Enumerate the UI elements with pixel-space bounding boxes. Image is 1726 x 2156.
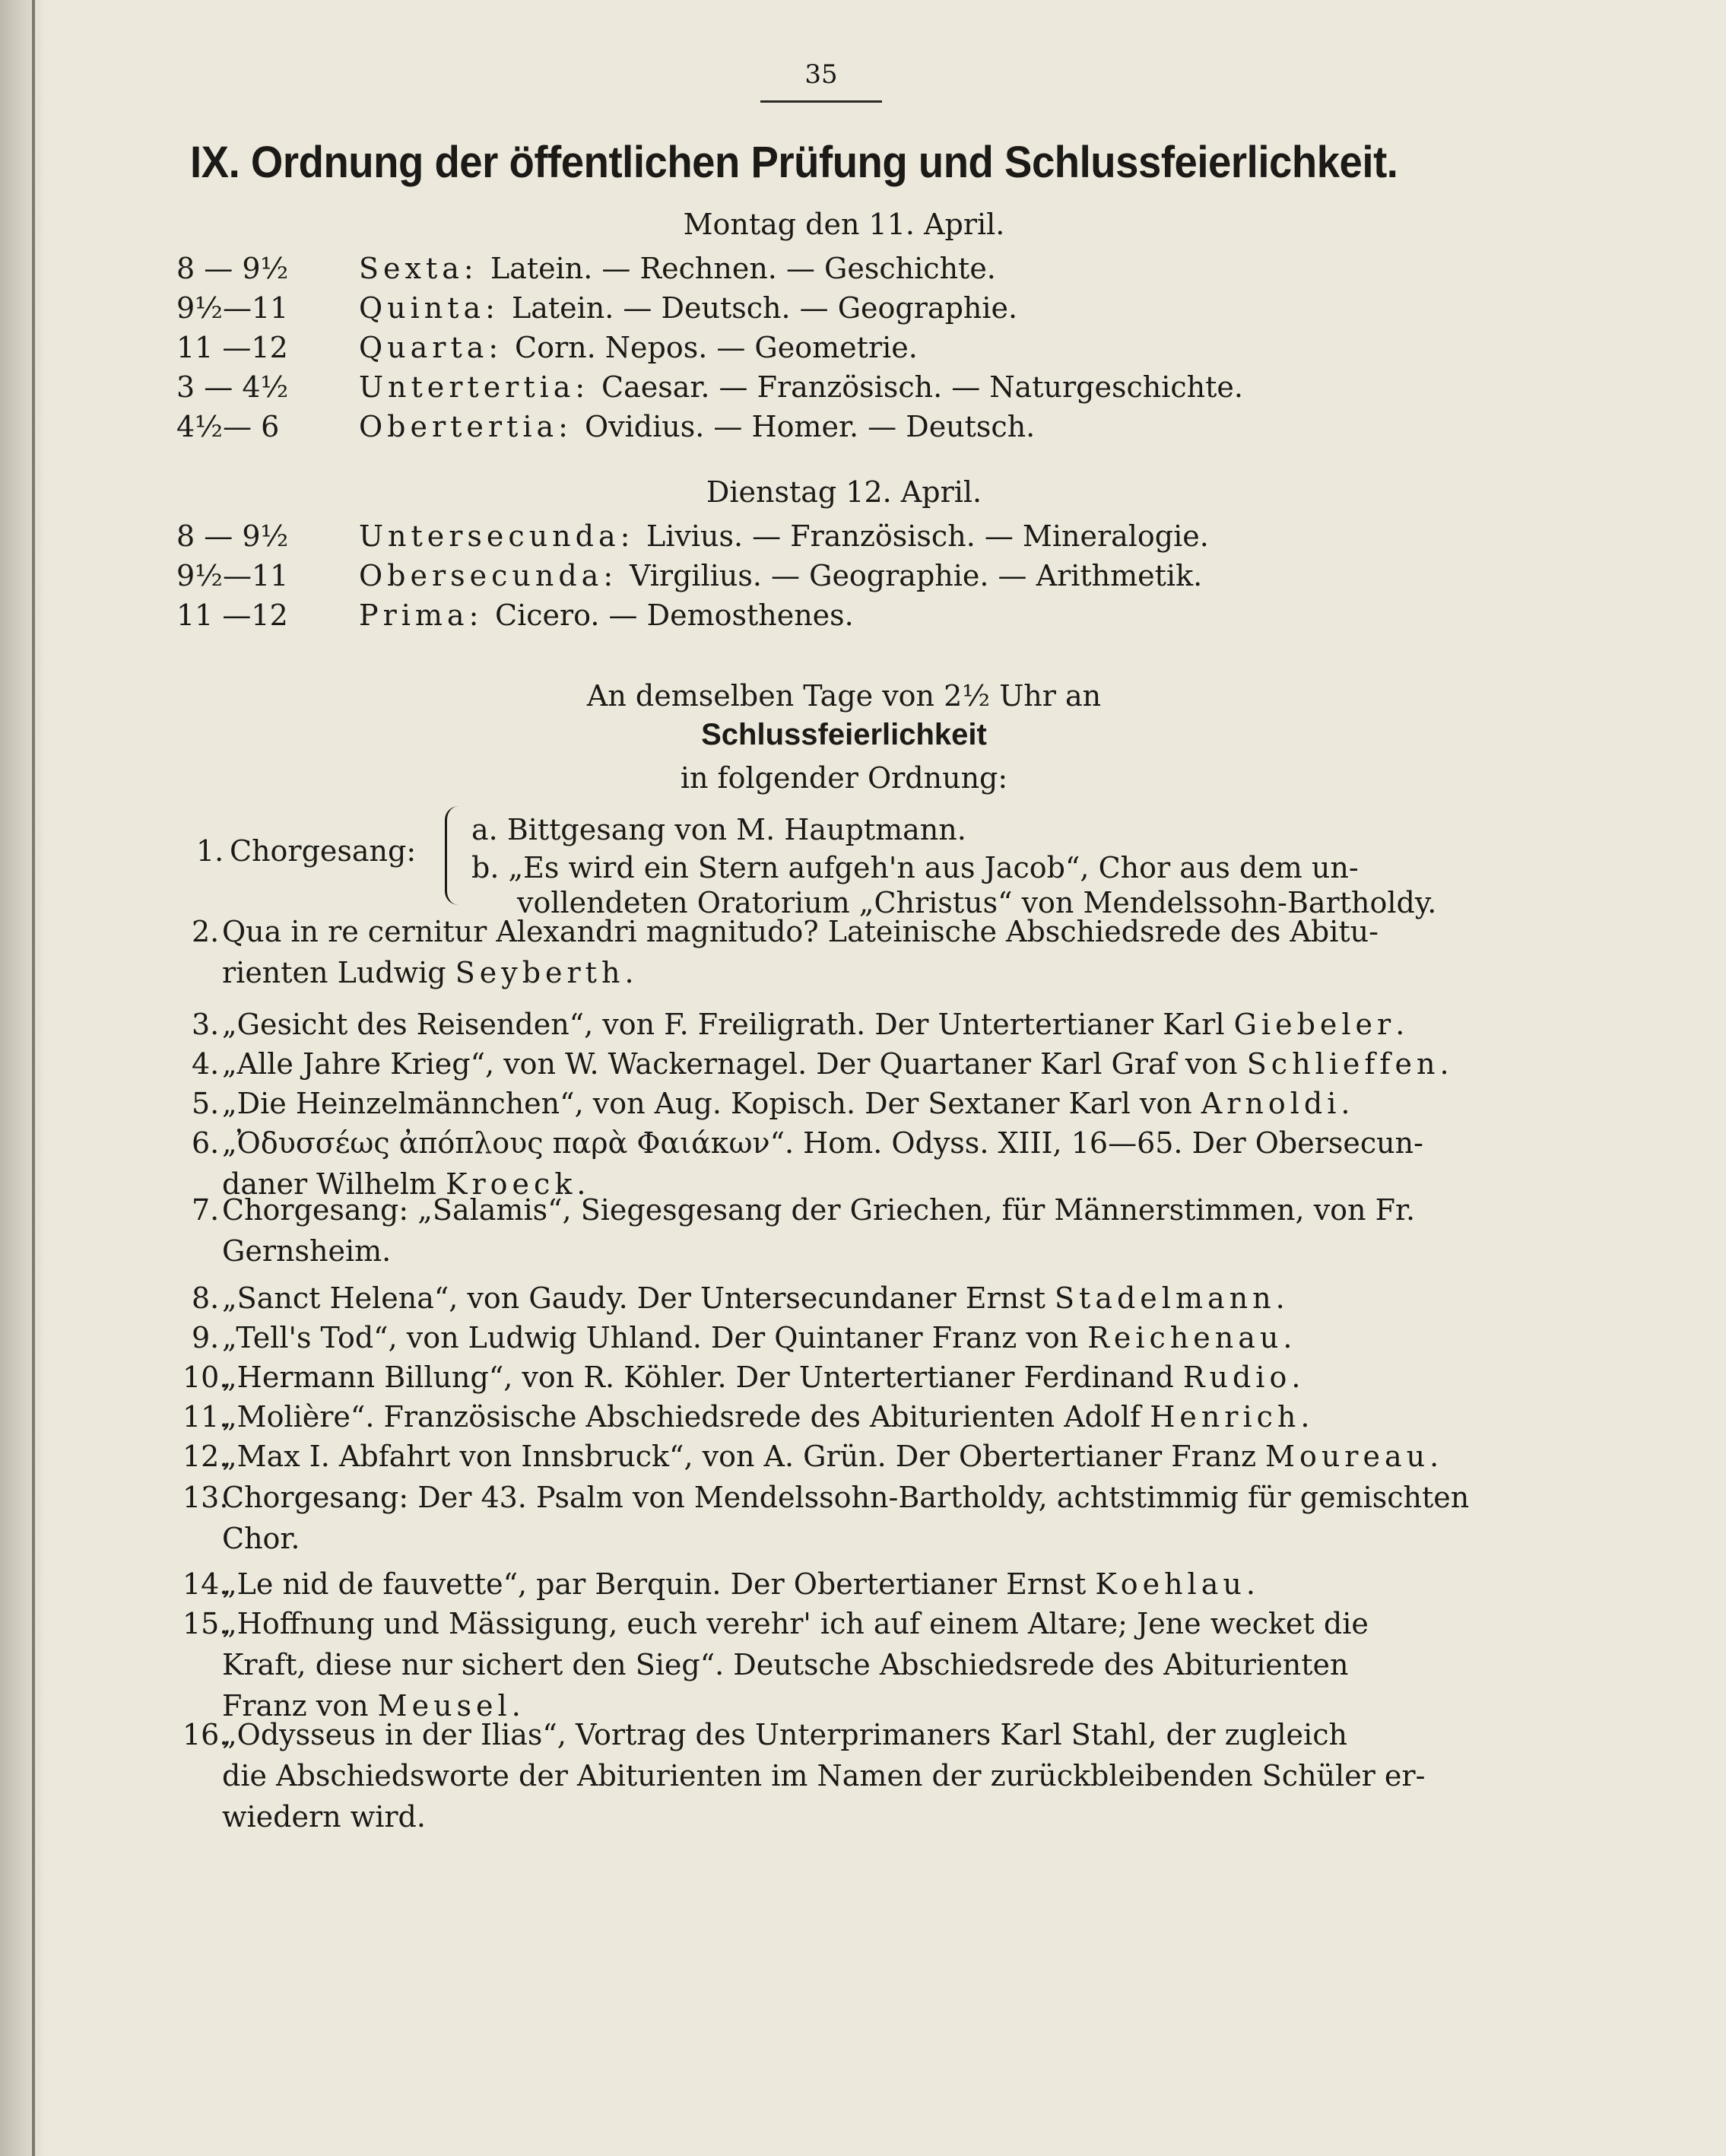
item-text — [222, 1189, 1439, 1272]
item1-b-continued: vollendeten Oratorium „Christus“ von Mendelssohn-Bartholdy. — [517, 886, 1437, 919]
item-line: Kraft, diese nur sichert den Sieg“. Deutsche Abschiedsrede des Abiturienten — [222, 1648, 1349, 1681]
item-line: „Odysseus in der Ilias“, Vortrag des Unterprimaners Karl Stahl, der zugleich — [222, 1718, 1347, 1751]
item-number: 8. — [192, 1281, 220, 1315]
day2-row-subjects: Livius. — Französisch. — Mineralogie. — [646, 519, 1209, 553]
item-text — [222, 911, 1439, 993]
item-line: Gernsheim. — [222, 1234, 392, 1268]
ceremony-title: Schlussfeierlichkeit — [701, 718, 987, 751]
item-name-spaced: Henrich — [1150, 1400, 1301, 1434]
day1-row-class: Obertertia: — [359, 410, 573, 443]
item-line: „Gesicht des Reisenden“, von F. Freiligrath. Der Untertertianer Karl Giebeler. — [222, 1008, 1405, 1041]
day2-row-class: Obersecunda: — [359, 559, 618, 592]
item-text — [222, 1083, 1439, 1124]
day1-row-time: 9½—11 — [176, 291, 289, 325]
day1-row-class: Quinta: — [359, 291, 500, 325]
item-number: 12. — [182, 1440, 229, 1473]
day1-title: Montag den 11. April. — [683, 208, 1005, 241]
day2-row-subjects: Cicero. — Demosthenes. — [495, 599, 854, 632]
item-number: 3. — [192, 1008, 220, 1041]
item-line: Chorgesang: „Salamis“, Siegesgesang der Griechen, für Männerstimmen, von Fr. — [222, 1193, 1416, 1227]
item-line: „Ὀδυσσέως ἀπόπλους παρὰ Φαιάκων“. Hom. Odyss. XIII, 16—65. Der Obersecun- — [222, 1126, 1423, 1160]
item-line: „Max I. Abfahrt von Innsbruck“, von A. Grün. Der Obertertianer Franz Moureau. — [222, 1440, 1439, 1473]
item-name-spaced: Seyberth — [455, 956, 625, 989]
page-edge-line — [32, 0, 35, 2156]
item-number: 13. — [182, 1481, 229, 1514]
item-line: „Alle Jahre Krieg“, von W. Wackernagel. Der Quartaner Karl Graf von Schlieffen. — [222, 1047, 1449, 1081]
item-name-spaced: Stadelmann — [1055, 1281, 1276, 1315]
page-number: 35 — [804, 59, 838, 90]
item-name-spaced: Giebeler — [1233, 1008, 1396, 1041]
item1-a: a. Bittgesang von M. Hauptmann. — [471, 813, 966, 846]
item-text — [222, 1714, 1439, 1837]
section-heading: IX. Ordnung der öffentlichen Prüfung und Schlussfeierlichkeit. — [190, 138, 1398, 187]
day2-row-time: 8 — 9½ — [176, 519, 289, 553]
day1-row-time: 11 —12 — [176, 331, 288, 364]
page-number-rule — [760, 100, 882, 103]
item-number: 14. — [182, 1567, 229, 1601]
item-number: 2. — [192, 915, 220, 948]
day2-row-class: Untersecunda: — [359, 519, 635, 553]
item-name-spaced: Kroeck — [446, 1167, 577, 1201]
item1-b: b. „Es wird ein Stern aufgeh'n aus Jacob“, Chor aus dem un- — [471, 851, 1359, 884]
item-name-spaced: Schlieffen — [1246, 1047, 1440, 1081]
day1-row-time: 4½— 6 — [176, 410, 280, 443]
day1-row-time: 8 — 9½ — [176, 252, 289, 285]
item-line: „Le nid de fauvette“, par Berquin. Der Obertertianer Ernst Koehlau. — [222, 1567, 1255, 1601]
item1-number: 1. — [196, 834, 224, 868]
day2-row-time: 9½—11 — [176, 559, 289, 592]
item1-brace — [445, 806, 461, 905]
day2-row-time: 11 —12 — [176, 599, 288, 632]
item-text — [222, 1278, 1439, 1319]
item-text — [222, 1004, 1439, 1045]
item-line: Franz von Meusel. — [222, 1689, 521, 1723]
item-number: 6. — [192, 1126, 220, 1160]
item-text — [222, 1477, 1470, 1559]
item-text — [222, 1603, 1439, 1726]
item-number: 16. — [182, 1718, 229, 1751]
item-line: Qua in re cernitur Alexandri magnitudo? Lateinische Abschiedsrede des Abitu- — [222, 915, 1379, 948]
day1-row-subjects: Latein. — Rechnen. — Geschichte. — [490, 252, 996, 285]
day1-row-class: Untertertia: — [359, 370, 590, 404]
day2-title: Dienstag 12. April. — [706, 475, 982, 509]
item-line: „Hoffnung und Mässigung, euch verehr' ich auf einem Altare; Jene wecket die — [222, 1607, 1369, 1640]
day1-row-class: Quarta: — [359, 331, 503, 364]
item-name-spaced: Moureau — [1265, 1440, 1430, 1473]
item-name-spaced: Arnoldi — [1201, 1087, 1341, 1120]
item-text — [222, 1317, 1439, 1358]
item-number: 4. — [192, 1047, 220, 1081]
ceremony-order: in folgender Ordnung: — [680, 761, 1008, 795]
item-number: 11. — [182, 1400, 229, 1434]
ceremony-intro: An demselben Tage von 2½ Uhr an — [586, 679, 1102, 713]
page-edge-shadow — [0, 0, 46, 2156]
item-name-spaced: Rudio — [1182, 1361, 1292, 1394]
item-number: 9. — [192, 1321, 220, 1354]
item-number: 10. — [182, 1361, 229, 1394]
day1-row-time: 3 — 4½ — [176, 370, 289, 404]
item-number: 15. — [182, 1607, 229, 1640]
item-text — [222, 1357, 1439, 1398]
item-line: wiedern wird. — [222, 1800, 426, 1834]
item-line: „Tell's Tod“, von Ludwig Uhland. Der Quintaner Franz von Reichenau. — [222, 1321, 1293, 1354]
day1-row-subjects: Corn. Nepos. — Geometrie. — [515, 331, 918, 364]
item-name-spaced: Reichenau — [1087, 1321, 1283, 1354]
day1-row-class: Sexta: — [359, 252, 478, 285]
item-line: „Molière“. Französische Abschiedsrede des Abiturienten Adolf Henrich. — [222, 1400, 1310, 1434]
day2-row-subjects: Virgilius. — Geographie. — Arithmetik. — [630, 559, 1203, 592]
day1-row-subjects: Ovidius. — Homer. — Deutsch. — [585, 410, 1036, 443]
item-line: Chor. — [222, 1522, 300, 1555]
item-line: die Abschiedsworte der Abiturienten im Namen der zurückbleibenden Schüler er- — [222, 1759, 1426, 1792]
day2-row-class: Prima: — [359, 599, 484, 632]
item-name-spaced: Koehlau — [1095, 1567, 1246, 1601]
item-number: 5. — [192, 1087, 220, 1120]
item-line: „Hermann Billung“, von R. Köhler. Der Untertertianer Ferdinand Rudio. — [222, 1361, 1301, 1394]
item-name-spaced: Meusel — [377, 1689, 512, 1723]
item-number: 7. — [192, 1193, 220, 1227]
day1-row-subjects: Caesar. — Französisch. — Naturgeschichte. — [601, 370, 1243, 404]
item-text — [222, 1564, 1439, 1605]
item-line: daner Wilhelm Kroeck. — [222, 1167, 586, 1201]
item1-label: Chorgesang: — [230, 834, 417, 868]
day1-row-subjects: Latein. — Deutsch. — Geographie. — [512, 291, 1018, 325]
item-line: Chorgesang: Der 43. Psalm von Mendelssohn-Bartholdy, achtstimmig für gemischten — [222, 1481, 1470, 1514]
item-line: rienten Ludwig Seyberth. — [222, 956, 634, 989]
item-line: „Sanct Helena“, von Gaudy. Der Untersecundaner Ernst Stadelmann. — [222, 1281, 1285, 1315]
item-text — [222, 1436, 1439, 1477]
item-text — [222, 1396, 1439, 1437]
item-line: „Die Heinzelmännchen“, von Aug. Kopisch. Der Sextaner Karl von Arnoldi. — [222, 1087, 1350, 1120]
item-text — [222, 1043, 1449, 1084]
